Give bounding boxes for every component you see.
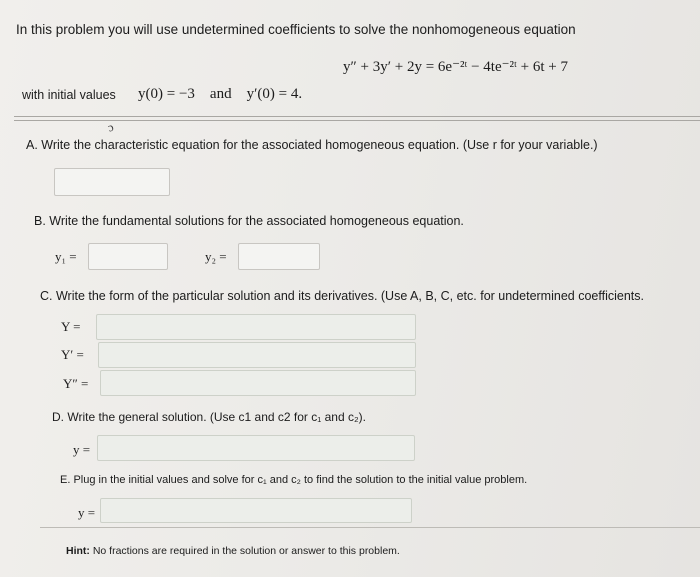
particular-Y-label: Y =	[61, 319, 81, 334]
general-solution-label: y =	[73, 442, 91, 457]
divider-top-2	[14, 120, 700, 121]
hint-text: No fractions are required in the solution or answer to this problem.	[89, 545, 400, 557]
y1-label: y₁ =	[55, 249, 77, 264]
particular-Y-input[interactable]	[96, 314, 416, 340]
part-b-prompt: B. Write the fundamental solutions for the associated homogeneous equation.	[34, 214, 464, 228]
initial-values-label: with initial values	[22, 88, 116, 102]
initial-y0: y(0) = −3	[138, 86, 195, 102]
part-a-prompt: A. Write the characteristic equation for the associated homogeneous equation. (Use r for your variable.)	[26, 138, 598, 152]
initial-and: and	[209, 86, 232, 102]
ivp-solution-input[interactable]	[100, 498, 412, 523]
part-c-prompt: C. Write the form of the particular solution and its derivatives. (Use A, B, C, etc. for undetermined coefficients.	[40, 289, 644, 303]
part-e-prompt: E. Plug in the initial values and solve for c₁ and c₂ to find the solution to the initial value problem.	[60, 474, 528, 486]
hint	[66, 545, 400, 557]
initial-values	[138, 86, 302, 103]
characteristic-equation-input[interactable]	[54, 168, 170, 196]
divider-top	[14, 116, 700, 117]
initial-yp0: y′(0) = 4.	[246, 86, 303, 102]
y2-input[interactable]	[238, 243, 320, 270]
particular-Ypp-input[interactable]	[100, 370, 416, 396]
problem-intro: In this problem you will use undetermined coefficients to solve the nonhomogeneous equation	[16, 22, 576, 37]
particular-Ypp-label: Y″ =	[63, 376, 89, 391]
y2-label: y₂ =	[205, 249, 227, 264]
y1-input[interactable]	[88, 243, 168, 270]
particular-Yp-input[interactable]	[98, 342, 416, 368]
particular-Yp-label: Y′ =	[61, 347, 84, 362]
general-solution-input[interactable]	[97, 435, 415, 461]
pen-mark: ɔ	[105, 119, 116, 135]
differential-equation: y″ + 3y′ + 2y = 6e⁻²ᵗ − 4te⁻²ᵗ + 6t + 7	[343, 59, 569, 75]
ivp-solution-label: y =	[78, 505, 96, 520]
part-d-prompt: D. Write the general solution. (Use c1 and c2 for c₁ and c₂).	[52, 410, 366, 424]
hint-label: Hint:	[66, 545, 90, 557]
divider-bottom	[40, 527, 700, 528]
